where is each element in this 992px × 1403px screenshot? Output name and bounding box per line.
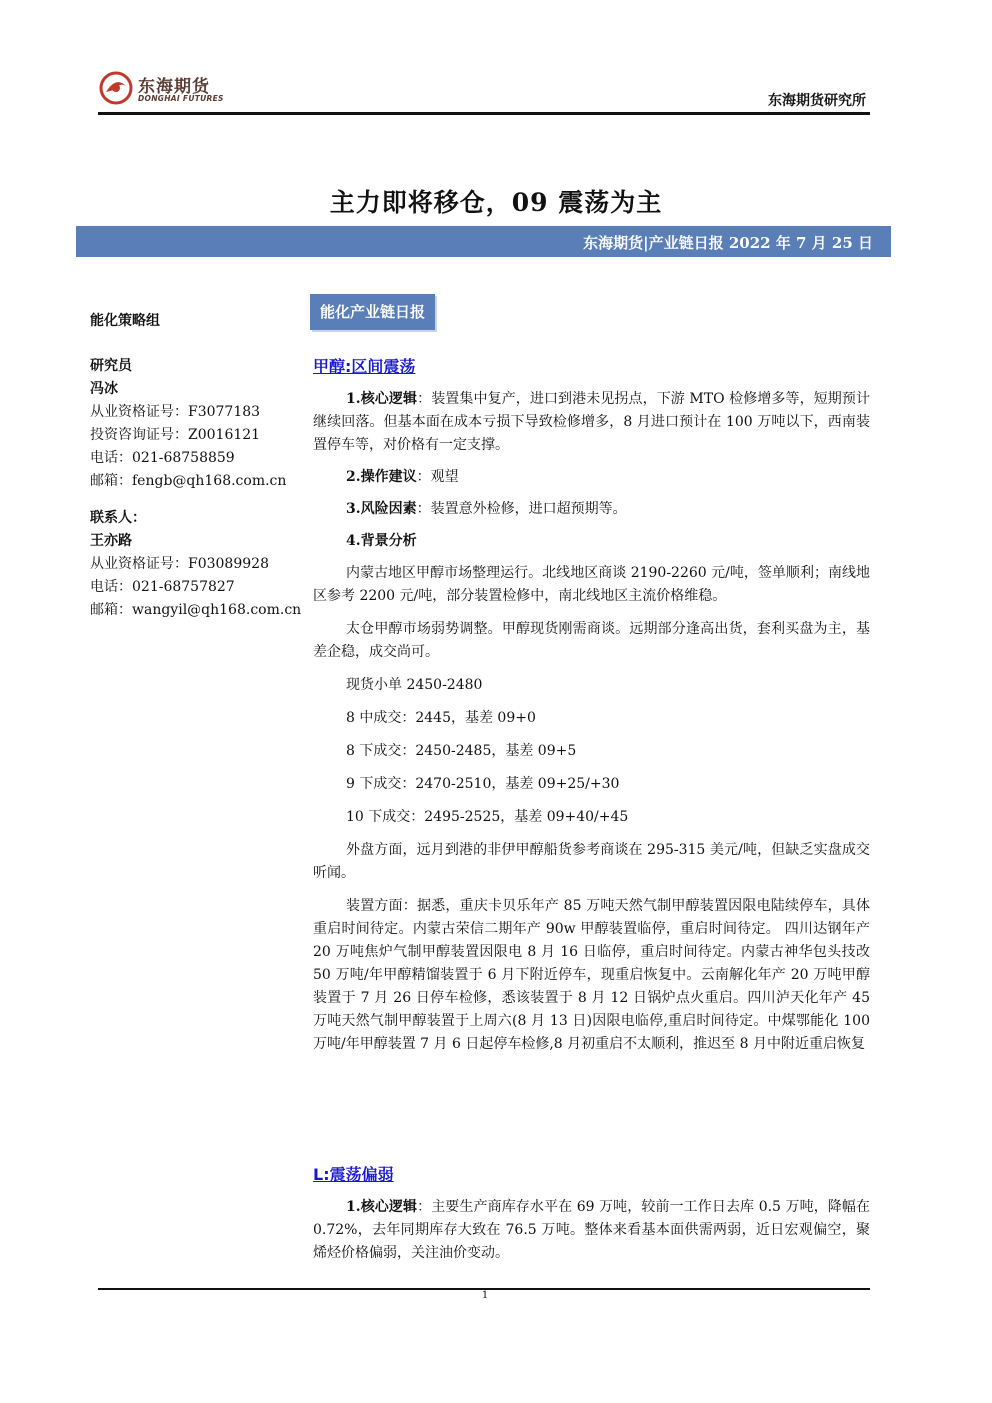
researcher-name: 冯冰 <box>90 381 118 397</box>
contact-email: 邮箱：wangyil@qh168.com.cn <box>90 602 302 618</box>
logic-label: 1.核心逻辑 <box>346 391 418 407</box>
quote-line-1: 现货小单 2450-2480 <box>346 677 483 693</box>
researcher-cert: 从业资格证号：F3077183 <box>90 404 261 420</box>
methanol-advice <box>313 466 870 489</box>
quote-line-2: 8 中成交：2445，基差 09+0 <box>346 710 536 726</box>
pe-heading[interactable]: L:震荡偏弱 <box>313 1165 394 1184</box>
contact-name: 王亦路 <box>90 533 132 549</box>
contact-label: 联系人： <box>90 510 146 526</box>
company-logo <box>98 70 228 110</box>
pe-core-logic <box>313 1196 870 1265</box>
researcher-label: 研究员 <box>90 358 132 374</box>
author-sidebar <box>90 310 305 622</box>
advice-text: ：观望 <box>416 469 459 485</box>
methanol-background <box>313 530 870 553</box>
contact-cert: 从业资格证号：F03089928 <box>90 556 269 572</box>
pe-section <box>313 1163 870 1274</box>
methanol-heading[interactable]: 甲醇:区间震荡 <box>313 357 416 376</box>
section-tag: 能化产业链日报 <box>310 294 435 330</box>
bg-paragraph-1: 内蒙古地区甲醇市场整理运行。北线地区商谈 2190-2260 元/吨，签单顺利；南线地区参考 2200 元/吨，部分装置检修中，南北线地区主流价格维稳。 <box>313 565 870 604</box>
methanol-section <box>313 355 870 1066</box>
methanol-core-logic <box>313 388 870 457</box>
logo-text-en: DONGHAI FUTURES <box>138 94 224 103</box>
page-number: 1 <box>481 1290 489 1301</box>
institute-name: 东海期货研究所 <box>768 93 866 109</box>
risk-text: ：装置意外检修，进口超预期等。 <box>416 501 627 517</box>
methanol-risk <box>313 498 870 521</box>
bg-paragraph-4: 装置方面：据悉，重庆卡贝乐年产 85 万吨天然气制甲醇装置因限电陆续停车，具体重启时间待定。内蒙古荣信二期年产 90w 甲醇装置临停，重启时间待定。 四川达钢年产 20 万吨焦炉气制甲醇装置因限电 8 月 16 日临停，重启时间待定。内蒙古神华包头技改 50 万吨/年甲醇精馏装置于 6 月下附近停车，现重启恢复中。云南解化年产 20 万吨甲醇装置于 7 月 26 日停车检修，悉该装置于 8 月 12 日锅炉点火重启。四川泸天化年产 45 万吨天然气制甲醇装置于上周六(8 月 13 日)因限电临停,重启时间待定。中煤鄂能化 100 万吨/年甲醇装置 7 月 6 日起停车检修,8 月初重启不太顺利，推迟至 8 月中附近重启恢复 <box>313 898 870 1052</box>
bg-paragraph-3: 外盘方面，远月到港的非伊甲醇船货参考商谈在 295-315 美元/吨，但缺乏实盘成交听闻。 <box>313 842 870 881</box>
logo-text-cn: 东海期货 <box>138 77 210 97</box>
pe-logic-text: ：主要生产商库存水平在 69 万吨，较前一工作日去库 0.5 万吨，降幅在 0.72%，去年同期库存大致在 76.5 万吨。整体来看基本面供需两弱，近日宏观偏空，聚烯烃价格偏弱，关注油价变动。 <box>313 1199 870 1261</box>
logo-mark-icon <box>98 70 134 106</box>
risk-label: 3.风险因素 <box>346 501 417 517</box>
researcher-consult: 投资咨询证号：Z0016121 <box>90 427 261 443</box>
report-banner <box>76 226 891 257</box>
researcher-email: 邮箱：fengb@qh168.com.cn <box>90 473 287 489</box>
researcher-phone: 电话：021-68758859 <box>90 450 235 466</box>
pe-logic-label: 1.核心逻辑 <box>346 1199 418 1215</box>
quote-line-4: 9 下成交：2470-2510，基差 09+25/+30 <box>346 776 620 792</box>
banner-text: 东海期货|产业链日报 2022 年 7 月 25 日 <box>583 234 873 252</box>
group-name: 能化策略组 <box>90 313 160 329</box>
quote-line-5: 10 下成交：2495-2525，基差 09+40/+45 <box>346 809 629 825</box>
bg-paragraph-2: 太仓甲醇市场弱势调整。甲醇现货刚需商谈。远期部分逢高出货，套利买盘为主，基差企稳，成交尚可。 <box>313 621 870 660</box>
bg-label: 4.背景分析 <box>346 533 417 549</box>
contact-phone: 电话：021-68757827 <box>90 579 235 595</box>
report-title: 主力即将移仓，09 震荡为主 <box>329 188 663 217</box>
header-divider <box>98 112 870 115</box>
logic-text: ：装置集中复产，进口到港未见拐点，下游 MTO 检修增多等，短期预计继续回落。但基本面在成本亏损下导致检修增多，8 月进口预计在 100 万吨以下，西南装置停车等，对价格有一定支撑。 <box>313 391 870 453</box>
advice-label: 2.操作建议 <box>346 469 417 485</box>
quote-line-3: 8 下成交：2450-2485，基差 09+5 <box>346 743 577 759</box>
